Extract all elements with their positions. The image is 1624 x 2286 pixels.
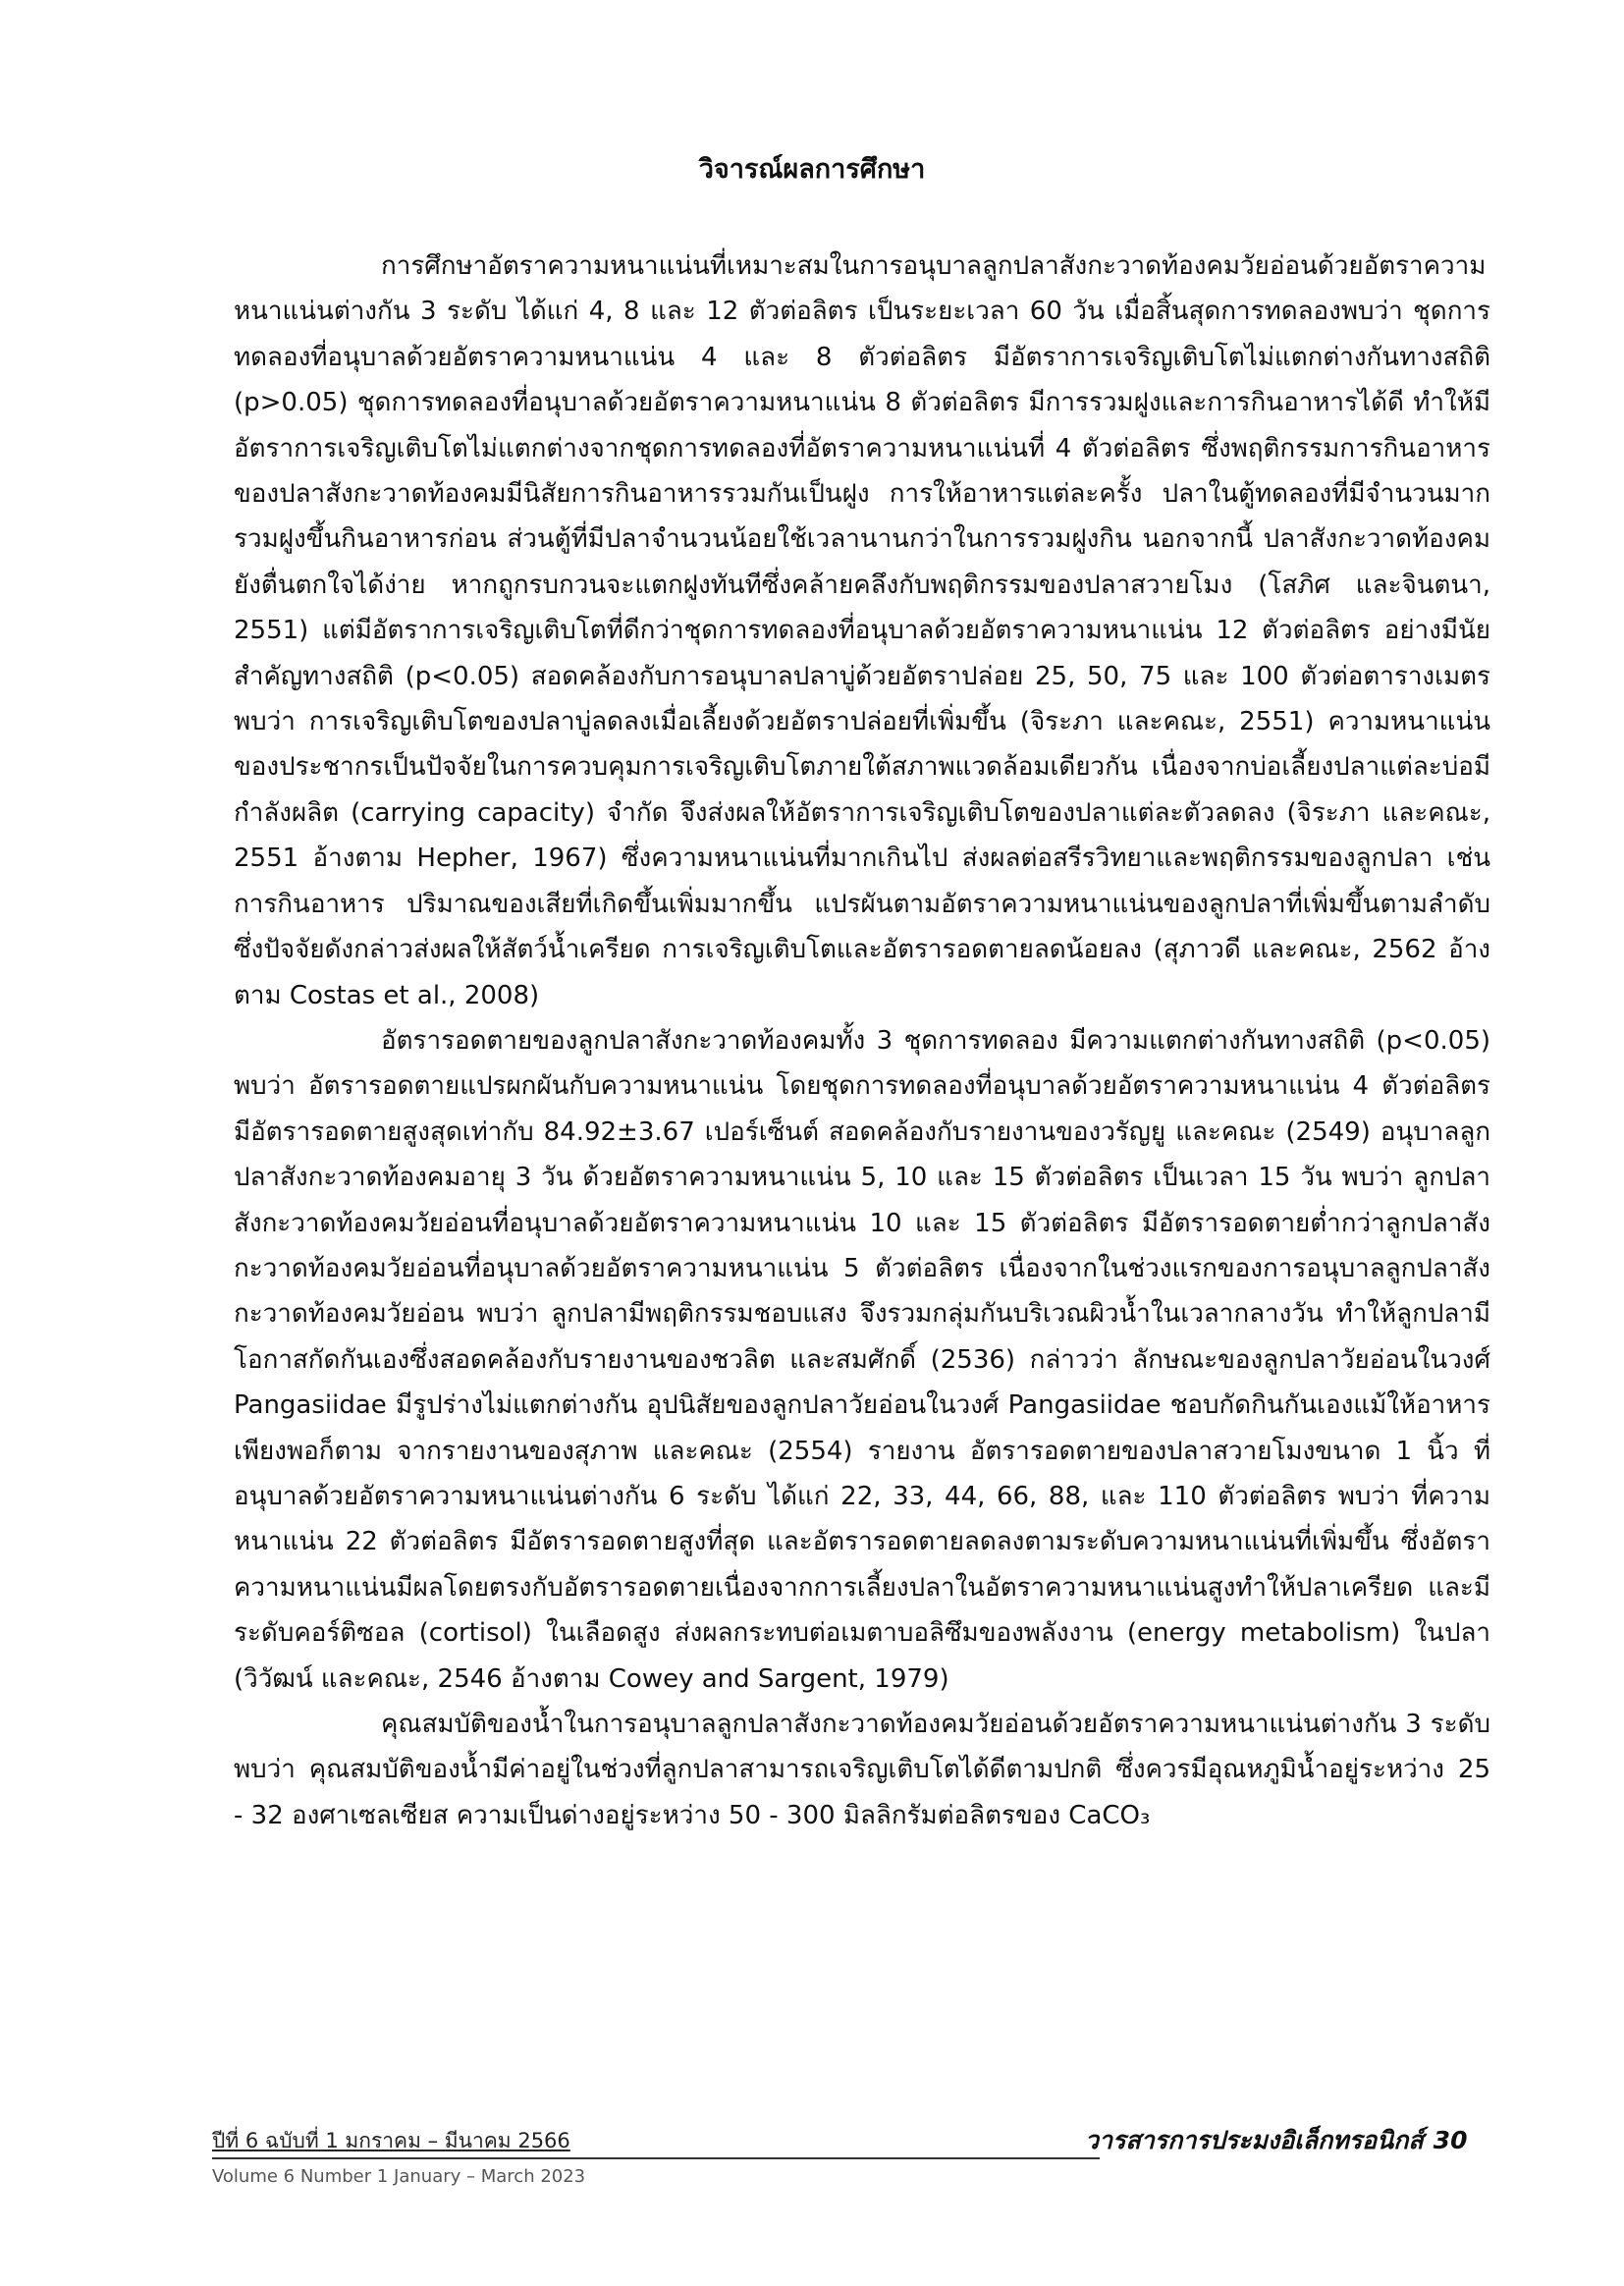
journal-name: วารสารการประมงอิเล็กทรอนิกส์ xyxy=(1085,2126,1424,2154)
page-number: 30 xyxy=(1433,2126,1468,2154)
footer-journal xyxy=(1085,2121,1467,2160)
footer-divider xyxy=(212,2157,1100,2159)
footer-issue-english: Volume 6 Number 1 January – March 2023 xyxy=(212,2166,586,2187)
footer-issue-thai: ปีที่ 6 ฉบับที่ 1 มกราคม – มีนาคม 2566 xyxy=(212,2129,570,2152)
body-text xyxy=(234,244,1490,1838)
section-heading: วิจารณ์ผลการศึกษา xyxy=(698,154,926,185)
paragraph-water-quality: คุณสมบัติของน้ำในการอนุบาลลูกปลาสังกะวาดท้องคมวัยอ่อนด้วยอัตราความหนาแน่นต่างกัน 3 ระดับ พบว่า คุณสมบัติของน้ำมีค่าอยู่ในช่วงที่ลูกปลาสามารถเจริญเติบโตได้ดีตามปกติ ซึ่งควรมีอุณหภูมิน้ำอยู่ระหว่าง 25 - 32 องศาเซลเซียส ความเป็นด่างอยู่ระหว่าง 50 - 300 มิลลิกรัมต่อลิตรของ CaCO₃ xyxy=(234,1710,1490,1830)
paragraph-growth: การศึกษาอัตราความหนาแน่นที่เหมาะสมในการอนุบาลลูกปลาสังกะวาดท้องคมวัยอ่อนด้วยอัตราความหนาแน่นต่างกัน 3 ระดับ ได้แก่ 4, 8 และ 12 ตัวต่อลิตร เป็นระยะเวลา 60 วัน เมื่อสิ้นสุดการทดลองพบว่า ชุดการทดลองที่อนุบาลด้วยอัตราความหนาแน่น 4 และ 8 ตัวต่อลิตร มีอัตราการเจริญเติบโตไม่แตกต่างกันทางสถิติ (p>0.05) ชุดการทดลองที่อนุบาลด้วยอัตราความหนาแน่น 8 ตัวต่อลิตร มีการรวมฝูงและการกินอาหารได้ดี ทำให้มีอัตราการเจริญเติบโตไม่แตกต่างจากชุดการทดลองที่อัตราความหนาแน่นที่ 4 ตัวต่อลิตร ซึ่งพฤติกรรมการกินอาหารของปลาสังกะวาดท้องคมมีนิสัยการกินอาหารรวมกันเป็นฝูง การให้อาหารแต่ละครั้ง ปลาในตู้ทดลองที่มีจำนวนมากรวมฝูงขึ้นกินอาหารก่อน ส่วนตู้ที่มีปลาจำนวนน้อยใช้เวลานานกว่าในการรวมฝูงกิน นอกจากนี้ ปลาสังกะวาดท้องคมยังตื่นตกใจได้ง่าย หากถูกรบกวนจะแตกฝูงทันทีซึ่งคล้ายคลึงกับพฤติกรรมของปลาสวายโมง (โสภิศ และจินตนา, 2551) แต่มีอัตราการเจริญเติบโตที่ดีกว่าชุดการทดลองที่อนุบาลด้วยอัตราความหนาแน่น 12 ตัวต่อลิตร อย่างมีนัยสำคัญทางสถิติ (p<0.05) สอดคล้องกับการอนุบาลปลาบู่ด้วยอัตราปล่อย 25, 50, 75 และ 100 ตัวต่อตารางเมตร พบว่า การเจริญเติบโตของปลาบู่ลดลงเมื่อเลี้ยงด้วยอัตราปล่อยที่เพิ่มขึ้น (จิระภา และคณะ, 2551) ความหนาแน่นของประชากรเป็นปัจจัยในการควบคุมการเจริญเติบโตภายใต้สภาพแวดล้อมเดียวกัน เนื่องจากบ่อเลี้ยงปลาแต่ละบ่อมีกำลังผลิต (carrying capacity) จำกัด จึงส่งผลให้อัตราการเจริญเติบโตของปลาแต่ละตัวลดลง (จิระภา และคณะ, 2551 อ้างตาม Hepher, 1967) ซึ่งความหนาแน่นที่มากเกินไป ส่งผลต่อสรีรวิทยาและพฤติกรรมของลูกปลา เช่น การกินอาหาร ปริมาณของเสียที่เกิดขึ้นเพิ่มมากขึ้น แปรผันตามอัตราความหนาแน่นของลูกปลาที่เพิ่มขึ้นตามลำดับ ซึ่งปัจจัยดังกล่าวส่งผลให้สัตว์น้ำเครียด การเจริญเติบโตและอัตรารอดตายลดน้อยลง (สุภาวดี และคณะ, 2562 อ้างตาม Costas et al., 2008) xyxy=(234,251,1490,1010)
paragraph-survival: อัตรารอดตายของลูกปลาสังกะวาดท้องคมทั้ง 3 ชุดการทดลอง มีความแตกต่างกันทางสถิติ (p<0.05) พบว่า อัตรารอดตายแปรผกผันกับความหนาแน่น โดยชุดการทดลองที่อนุบาลด้วยอัตราความหนาแน่น 4 ตัวต่อลิตร มีอัตรารอดตายสูงสุดเท่ากับ 84.92±3.67 เปอร์เซ็นต์ สอดคล้องกับรายงานของวรัญยู และคณะ (2549) อนุบาลลูกปลาสังกะวาดท้องคมอายุ 3 วัน ด้วยอัตราความหนาแน่น 5, 10 และ 15 ตัวต่อลิตร เป็นเวลา 15 วัน พบว่า ลูกปลาสังกะวาดท้องคมวัยอ่อนที่อนุบาลด้วยอัตราความหนาแน่น 10 และ 15 ตัวต่อลิตร มีอัตรารอดตายต่ำกว่าลูกปลาสังกะวาดท้องคมวัยอ่อนที่อนุบาลด้วยอัตราความหนาแน่น 5 ตัวต่อลิตร เนื่องจากในช่วงแรกของการอนุบาลลูกปลาสังกะวาดท้องคมวัยอ่อน พบว่า ลูกปลามีพฤติกรรมชอบแสง จึงรวมกลุ่มกันบริเวณผิวน้ำในเวลากลางวัน ทำให้ลูกปลามีโอกาสกัดกันเองซึ่งสอดคล้องกับรายงานของชวลิต และสมศักดิ์ (2536) กล่าวว่า ลักษณะของลูกปลาวัยอ่อนในวงศ์ Pangasiidae มีรูปร่างไม่แตกต่างกัน อุปนิสัยของลูกปลาวัยอ่อนในวงศ์ Pangasiidae ชอบกัดกินกันเองแม้ให้อาหารเพียงพอก็ตาม จากรายงานของสุภาพ และคณะ (2554) รายงาน อัตรารอดตายของปลาสวายโมงขนาด 1 นิ้ว ที่อนุบาลด้วยอัตราความหนาแน่นต่างกัน 6 ระดับ ได้แก่ 22, 33, 44, 66, 88, และ 110 ตัวต่อลิตร พบว่า ที่ความหนาแน่น 22 ตัวต่อลิตร มีอัตรารอดตายสูงที่สุด และอัตรารอดตายลดลงตามระดับความหนาแน่นที่เพิ่มขึ้น ซึ่งอัตราความหนาแน่นมีผลโดยตรงกับอัตรารอดตายเนื่องจากการเลี้ยงปลาในอัตราความหนาแน่นสูงทำให้ปลาเครียด และมีระดับคอร์ติซอล (cortisol) ในเลือดสูง ส่งผลกระทบต่อเมตาบอลิซึมของพลังงาน (energy metabolism) ในปลา (วิวัฒน์ และคณะ, 2546 อ้างตาม Cowey and Sargent, 1979) xyxy=(234,1025,1490,1694)
